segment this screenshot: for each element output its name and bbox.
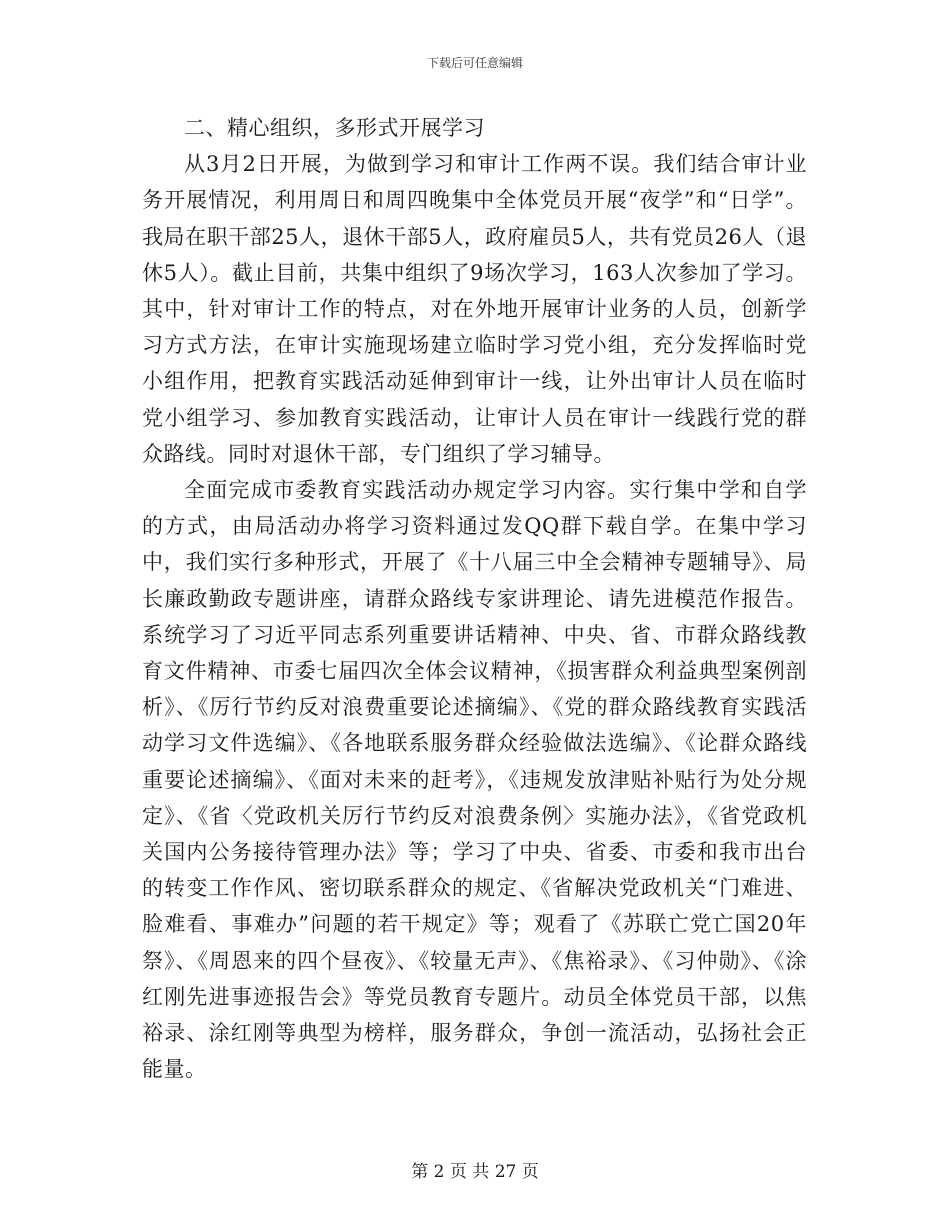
- page-header-note: 下载后可任意编辑: [426, 56, 523, 70]
- document-body: [142, 110, 807, 1087]
- page-number: 第 2 页 共 27 页: [411, 1162, 539, 1182]
- paragraph-study-content: 全面完成市委教育实践活动办规定学习内容。实行集中学和自学的方式，由局活动办将学习资料通过发QQ群下载自学。在集中学习中，我们实行多种形式，开展了《十八届三中全会精神专题辅导》、局长廉政勤政专题讲座，请群众路线专家讲理论、请先进模范作报告。系统学习了习近平同志系列重要讲话精神、中央、省、市群众路线教育文件精神、市委七届四次全体会议精神，《损害群众利益典型案例剖析》、《厉行节约反对浪费重要论述摘编》、《党的群众路线教育实践活动学习文件选编》、《各地联系服务群众经验做法选编》、《论群众路线重要论述摘编》、《面对未来的赶考》，《违规发放津贴补贴行为处分规定》、《省〈党政机关厉行节约反对浪费条例〉实施办法》，《省党政机关国内公务接待管理办法》等；学习了中央、省委、市委和我市出台的转变工作作风、密切联系群众的规定、《省解决党政机关“门难进、脸难看、事难办”问题的若干规定》等；观看了《苏联亡党亡国20年祭》、《周恩来的四个昼夜》、《较量无声》、《焦裕录》、《习仲勋》、《涂红刚先进事迹报告会》等党员教育专题片。动员全体党员干部，以焦裕录、涂红刚等典型为榜样，服务群众，争创一流活动，弘扬社会正能量。: [142, 478, 807, 1082]
- section-heading: 二、精心组织，多形式开展学习: [184, 116, 485, 140]
- paragraph-study-schedule: 从3月2日开展，为做到学习和审计工作两不误。我们结合审计业务开展情况，利用周日和周四晚集中全体党员开展“夜学”和“日学”。我局在职干部25人，退休干部5人，政府雇员5人，共有党员26人（退休5人）。截止目前，共集中组织了9场次学习，163人次参加了学习。其中，针对审计工作的特点，对在外地开展审计业务的人员，创新学习方式方法，在审计实施现场建立临时学习党小组，充分发挥临时党小组作用，把教育实践活动延伸到审计一线，让外出审计人员在临时党小组学习、参加教育实践活动，让审计人员在审计一线践行党的群众路线。同时对退休干部，专门组织了学习辅导。: [142, 152, 807, 466]
